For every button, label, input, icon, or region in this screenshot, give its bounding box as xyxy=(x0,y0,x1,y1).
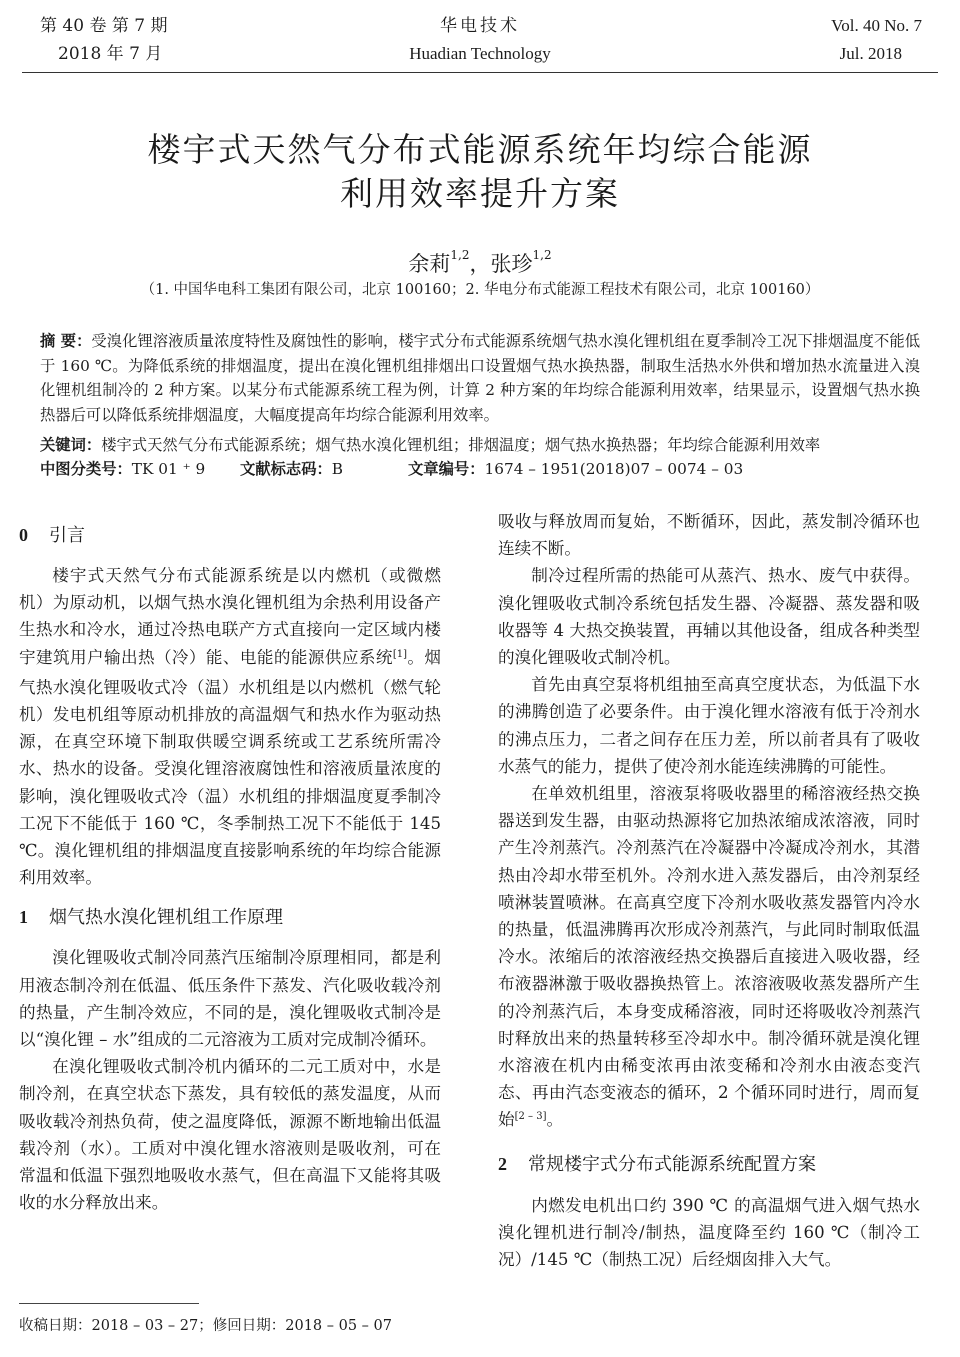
classification-line xyxy=(40,457,920,481)
author-1-affil: 1,2 xyxy=(450,248,470,262)
right-column xyxy=(498,508,920,1273)
section-0-heading xyxy=(19,521,85,550)
left-column xyxy=(19,562,441,1216)
keywords-label: 关键词： xyxy=(40,436,102,454)
abstract-text: 受溴化锂溶液质量浓度特性及腐蚀性的影响，楼宇式分布式能源系统烟气热水溴化锂机组在夏季制冷工况下排烟温度不能低于 160 ℃。为降低系统的排烟温度，提出在溴化锂机组排烟出口设置烟气热水换热器，制取生活热水外供和增加热水流量进入溴化锂机组制冷的 2 种方案。以某分布式能源系统工程为例，计算 2 种方案的年均综合能源利用效率，结果显示，设置烟气热水换热器后可以降低系统排烟温度，大幅度提高年均综合能源利用效率。 xyxy=(40,332,920,424)
paper-title-line1: 楼宇式天然气分布式能源系统年均综合能源 xyxy=(147,130,813,169)
abstract-label: 摘 要： xyxy=(40,332,92,350)
doc-code-label: 文献标志码： xyxy=(240,460,332,478)
author-2-affil: 1,2 xyxy=(532,248,552,262)
section-1-heading xyxy=(19,903,441,932)
header-rule xyxy=(22,72,938,73)
header-date-en: Jul. 2018 xyxy=(839,44,902,63)
clc-label: 中图分类号： xyxy=(40,460,132,478)
footnote-dates xyxy=(19,1316,392,1336)
doc-code-value: B xyxy=(331,460,344,478)
intro-text-a: 楼宇式天然气分布式能源系统是以内燃机（或微燃机）为原动机，以烟气热水溴化锂机组为余热利用设备产生热水和冷水，通过冷热电联产方式直接向一定区域内楼宇建筑用户输出热（冷）能、电能的能源供应系统 xyxy=(19,566,441,667)
footnote-text: 收稿日期：2018 – 03 – 27；修回日期：2018 – 05 – 07 xyxy=(19,1318,392,1334)
citation-1: [1] xyxy=(392,648,408,660)
cycle-continuation: 吸收与释放周而复始，不断循环，因此，蒸发制冷循环也连续不断。 xyxy=(498,512,920,559)
header-issue: 第 40 卷 第 7 期 xyxy=(40,16,168,36)
article-no-value: 1674 – 1951(2018)07 – 0074 – 03 xyxy=(484,460,744,478)
intro-text-b: 。烟气热水溴化锂吸收式冷（温）水机组是以内燃机（燃气轮机）发电机组等原动机排放的高温烟气和热水作为驱动热源，在真空环境下制取供暖空调系统或工艺系统所需冷水、热水的设备。受溴化锂溶液腐蚀性和溶液质量浓度的影响，溴化锂吸收式冷（温）水机组的排烟温度夏季制冷工况下不能低于 160 ℃，冬季制热工况下不能低于 145 ℃。溴化锂机组的排烟温度直接影响系统的年均综合能源利用效率。 xyxy=(19,647,442,888)
author-separator: ， xyxy=(469,252,491,276)
header-volume: Vol. 40 No. 7 xyxy=(831,16,922,35)
header-date: 2018 年 7 月 xyxy=(58,44,163,64)
footnote-rule xyxy=(19,1303,199,1304)
affiliations: （1. 中国华电科工集团有限公司，北京 100160；2. 华电分布式能源工程技术有限公司，北京 100160） xyxy=(140,282,820,298)
keywords-text: 楼宇式天然气分布式能源系统；烟气热水溴化锂机组；排烟温度；烟气热水换热器；年均综合能源利用效率 xyxy=(101,436,821,454)
section-1-title: 烟气热水溴化锂机组工作原理 xyxy=(49,907,283,929)
vacuum-paragraph: 首先由真空泵将机组抽至高真空度状态，为低温下水的沸腾创造了必要条件。由于溴化锂水溶液有低于冷剂水的沸点压力，二者之间存在压力差，所以前者具有了吸收水蒸气的能力，提供了使冷剂水能连续沸腾的可能性。 xyxy=(498,675,920,776)
section-2-number: 2 xyxy=(498,1153,507,1174)
author-1: 余莉 xyxy=(408,252,451,276)
principle-paragraph-2: 在溴化锂吸收式制冷机内循环的二元工质对中，水是制冷剂，在真空状态下蒸发，具有较低的蒸发温度，从而吸收载冷剂热负荷，使之温度降低，源源不断地输出低温载冷剂（水）。工质对中溴化锂水溶液则是吸收剂，可在常温和低温下强烈地吸收水蒸气，但在高温下又能将其吸收的水分释放出来。 xyxy=(19,1057,441,1213)
author-2: 张珍 xyxy=(490,252,533,276)
section-0-number: 0 xyxy=(19,525,28,545)
intro-paragraph xyxy=(19,562,441,891)
single-effect-text: 在单效机组里，溶液泵将吸收器里的稀溶液经热交换器送到发生器，由驱动热源将它加热浓缩成浓溶液，同时产生冷剂蒸汽。冷剂蒸汽在冷凝器中冷凝成冷剂水，其潜热由冷却水带至机外。冷剂水进入蒸发器后，由冷剂泵经喷淋装置喷淋。在高真空度下冷剂水吸收蒸发器管内冷水的热量，低温沸腾再次形成冷剂蒸汽，与此同时制取低温冷水。浓缩后的浓溶液经热交换器后直接进入吸收器，经布液器淋激于吸收器换热管上。浓溶液吸收蒸发器所产生的冷剂蒸汽后，本身变成稀溶液，同时还将吸收冷剂蒸汽时释放出来的热量转移至冷却水中。制冷循环就是溴化锂水溶液在机内由稀变浓再由浓变稀和冷剂水由液态变汽态、再由汽态变液态的循环，2 个循环同时进行，周而复始 xyxy=(498,784,920,1130)
section-1-number: 1 xyxy=(19,907,28,928)
heat-source-paragraph: 制冷过程所需的热能可从蒸汽、热水、废气中获得。溴化锂吸收式制冷系统包括发生器、冷凝器、蒸发器和吸收器等 4 大热交换装置，再辅以其他设备，组成各种类型的溴化锂吸收式制冷机。 xyxy=(498,566,920,668)
header-journal-en: Huadian Technology xyxy=(409,44,551,63)
paper-title-line2: 利用效率提升方案 xyxy=(340,174,620,213)
clc-value: TK 01 ⁺ 9 xyxy=(131,460,206,478)
author-list xyxy=(0,246,960,277)
section-2-title: 常规楼宇式分布式能源系统配置方案 xyxy=(528,1153,816,1175)
abstract xyxy=(40,329,920,427)
keywords xyxy=(40,433,920,457)
article-no-label: 文章编号： xyxy=(408,460,485,478)
single-effect-end: 。 xyxy=(546,1110,564,1130)
section-2-heading xyxy=(498,1150,920,1179)
header-journal-cn: 华电技术 xyxy=(440,16,520,36)
citation-2-3: [2 – 3] xyxy=(514,1111,547,1123)
config-paragraph: 内燃发电机出口约 390 ℃ 的高温烟气进入烟气热水溴化锂机进行制冷/制热，温度降至约 160 ℃（制冷工况）/145 ℃（制热工况）后经烟囱排入大气。 xyxy=(498,1195,920,1270)
single-effect-paragraph xyxy=(498,780,920,1137)
principle-paragraph-1: 溴化锂吸收式制冷同蒸汽压缩制冷原理相同，都是利用液态制冷剂在低温、低压条件下蒸发、汽化吸收载冷剂的热量，产生制冷效应，不同的是，溴化锂吸收式制冷是以“溴化锂 – 水”组成的二元溶液为工质对完成制冷循环。 xyxy=(19,948,441,1050)
section-0-title: 引言 xyxy=(49,525,85,546)
